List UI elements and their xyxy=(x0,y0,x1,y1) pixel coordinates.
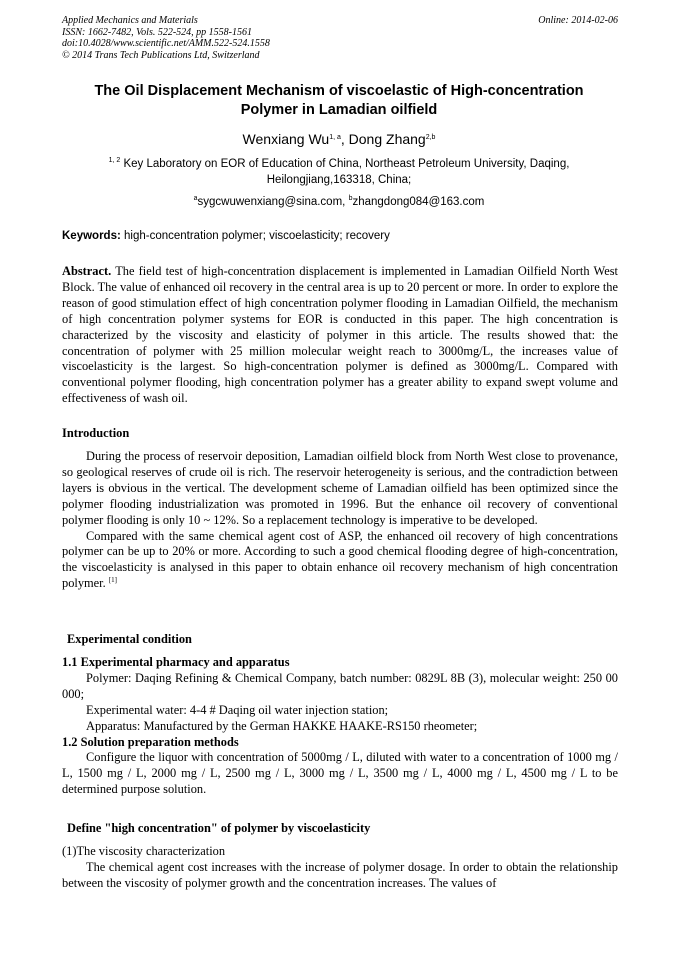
author-list xyxy=(40,130,638,148)
author-2-name: Dong Zhang xyxy=(348,131,426,147)
define-heading: Define "high concentration" of polymer by viscoelasticity xyxy=(67,821,371,835)
title-line-1: The Oil Displacement Mechanism of viscoelastic of High-concentration xyxy=(94,83,584,99)
abstract-text: The field test of high-concentration displacement is implemented in Lamadian Oilfield North West Block. The value of enhanced oil recovery in the central area is up to 20 percent or more. In order to explore the reason of good stimulation effect of high concentration polymer flooding in Lamadian Oilfield, the mechanism of high concentration polymer systems for EOR is conducted in this paper. The high concentration is characterized by the viscosity and elasticity of polymer in this article. The results showed that: the concentration of polymer with 25 million molecular weight reach to 3000mg/L, the increases value of viscoelasticity is the largest. So high-concentration polymer is defined as 3000mg/L. Compared with conventional polymer flooding, high concentration polymer has a greater ability to expand swept volume and effectiveness of wash oil. xyxy=(62,264,618,406)
email-b-sup: b xyxy=(348,195,353,202)
email-a-sup: a xyxy=(193,195,198,202)
email-separator: , xyxy=(342,196,349,208)
affiliation-line-2: Heilongjiang,163318, China; xyxy=(266,174,412,186)
email-b-link[interactable]: zhangdong084@163.com xyxy=(352,196,485,208)
author-separator: , xyxy=(340,131,349,147)
paper-title xyxy=(40,82,638,120)
keywords xyxy=(62,228,618,244)
apparatus: Apparatus: Manufactured by the German HAKKE HAAKE-RS150 rheometer; xyxy=(86,718,478,733)
viscosity-paragraph: The chemical agent cost increases with the increase of polymer dosage. In order to obtain the relationship between the viscosity of polymer growth and the concentration increases. The values of xyxy=(62,859,618,890)
issn-line: ISSN: 1662-7482, Vols. 522-524, pp 1558-1561 xyxy=(62,26,252,38)
introduction-paragraph-2 xyxy=(62,529,618,593)
abstract xyxy=(62,264,618,407)
title-line-2: Polymer in Lamadian oilfield xyxy=(240,102,438,118)
copyright-line: © 2014 Trans Tech Publications Ltd, Switzerland xyxy=(62,49,260,61)
journal-header xyxy=(62,15,618,61)
affiliation-line-1: Key Laboratory on EOR of Education of China, Northeast Petroleum University, Daqing, xyxy=(120,158,570,170)
keywords-text: high-concentration polymer; viscoelasticity; recovery xyxy=(120,230,390,242)
introduction-paragraph-2-text: Compared with the same chemical agent cost of ASP, the enhanced oil recovery of high concentrations polymer can be up to 20% or more. According to such a good chemical flooding degree of high-concentration, the viscoelasticity is analysed in this paper to obtain enhance oil recovery mechanism of high concentration polymer. xyxy=(62,528,618,591)
viscosity-subheading: (1)The viscosity characterization xyxy=(62,844,226,858)
journal-name: Applied Mechanics and Materials xyxy=(62,15,198,26)
introduction-heading: Introduction xyxy=(62,426,130,440)
citation-1[interactable]: [1] xyxy=(108,576,117,585)
experimental-body xyxy=(62,655,618,798)
email-a-link[interactable]: sygcwuwenxiang@sina.com xyxy=(197,196,343,208)
section-1-1-heading: 1.1 Experimental pharmacy and apparatus xyxy=(62,655,290,669)
define-body xyxy=(62,844,618,892)
online-date: Online: 2014-02-06 xyxy=(538,15,618,26)
affiliation-sup: 1, 2 xyxy=(108,157,121,164)
affiliation xyxy=(70,156,608,188)
solution-preparation: Configure the liquor with concentration of 5000mg / L, diluted with water to a concentration of 1000 mg / L, 1500 mg / L, 2000 mg / L, 2500 mg / L, 3000 mg / L, 3500 mg / L, 4000 mg / L, 4500 mg / L to be determined purpose solution. xyxy=(62,750,618,797)
doi-line: doi:10.4028/www.scientific.net/AMM.522-524.1558 xyxy=(62,38,270,49)
author-2-sup: 2,b xyxy=(425,134,436,141)
introduction-paragraph-1: During the process of reservoir deposition, Lamadian oilfield block from North West close to provenance, so geological reserves of crude oil is rich. The reservoir heterogeneity is serious, and the contradiction between layers is obvious in the vertical. The development scheme of Lamadian oilfield has been optimized since the polymer flooding industrialization was promoted in 1996. But the enhance oil recovery of conventional polymer flooding is only 10 ~ 12%. So a replacement technology is imperative to be developed. xyxy=(62,449,618,527)
experimental-water: Experimental water: 4-4 # Daqing oil water injection station; xyxy=(86,702,389,717)
author-emails xyxy=(40,194,638,210)
introduction-body xyxy=(62,449,618,592)
author-1-sup: 1, a xyxy=(329,134,341,141)
keywords-label: Keywords: xyxy=(62,230,121,242)
polymer-spec: Polymer: Daqing Refining & Chemical Company, batch number: 0829L 8B (3), molecular weight: 250 00 000; xyxy=(62,670,618,701)
experimental-heading: Experimental condition xyxy=(67,632,192,646)
author-1-name: Wenxiang Wu xyxy=(242,131,330,147)
abstract-label: Abstract. xyxy=(62,264,112,278)
section-1-2-heading: 1.2 Solution preparation methods xyxy=(62,734,239,749)
